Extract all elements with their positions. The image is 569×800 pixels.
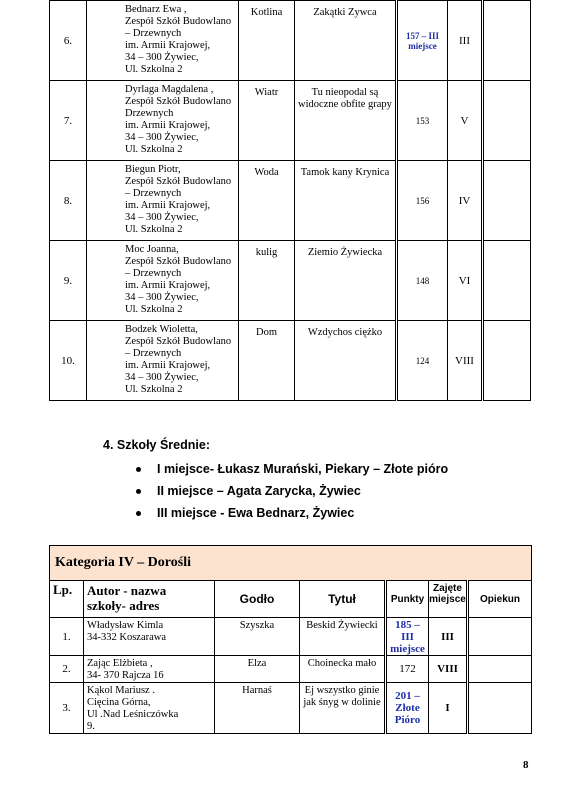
row-punkty: 157 – III miejsce <box>397 1 448 81</box>
header-tytul: Tytuł <box>300 581 386 618</box>
winners-list <box>136 461 448 527</box>
list-item: I miejsce- Łukasz Murański, Piekary – Złote pióro <box>136 461 448 483</box>
row-tytul: Wzdychos ciężko <box>295 321 397 401</box>
page-number: 8 <box>523 759 529 771</box>
header-autor: Autor - nazwa szkoły- adres <box>84 581 215 618</box>
row-author: Dyrlaga Magdalena , Zespół Szkół Budowlano Drzewnych im. Armii Krajowej, 34 – 300 Żywiec, Ul. Szkolna 2 <box>87 81 239 161</box>
row-opiekun <box>468 656 532 683</box>
category-title: Kategoria IV – Dorośli <box>50 546 532 581</box>
row-lp: 10. <box>50 321 87 401</box>
header-punkty: Punkty <box>386 581 429 618</box>
row-punkty: 124 <box>397 321 448 401</box>
bullet-icon <box>136 467 141 472</box>
row-lp: 3. <box>50 683 84 734</box>
row-opiekun <box>483 321 531 401</box>
row-lp: 2. <box>50 656 84 683</box>
row-miejsce: IV <box>448 161 483 241</box>
header-opiekun: Opiekun <box>468 581 532 618</box>
row-author: Zając Elżbieta , 34- 370 Rajcza 16 <box>84 656 215 683</box>
row-miejsce: VIII <box>429 656 468 683</box>
bullet-icon <box>136 511 141 516</box>
row-godlo: Szyszka <box>215 618 300 656</box>
row-tytul: Ziemio Żywiecka <box>295 241 397 321</box>
header-lp: Lp. <box>50 581 84 618</box>
table-row <box>50 81 531 161</box>
row-tytul: Tu nieopodal są widoczne obfite grapy <box>295 81 397 161</box>
row-opiekun <box>468 683 532 734</box>
row-opiekun <box>483 161 531 241</box>
row-author: Władysław Kimla 34-332 Koszarawa <box>84 618 215 656</box>
row-tytul: Tamok kany Krynica <box>295 161 397 241</box>
row-lp: 7. <box>50 81 87 161</box>
section-heading: 4. Szkoły Średnie: <box>103 438 210 452</box>
row-punkty: 172 <box>386 656 429 683</box>
results-table <box>49 0 531 401</box>
row-punkty: 201 – Złote Pióro <box>386 683 429 734</box>
row-opiekun <box>468 618 532 656</box>
row-godlo: Harnaś <box>215 683 300 734</box>
row-miejsce: I <box>429 683 468 734</box>
row-miejsce: V <box>448 81 483 161</box>
row-author: Moc Joanna, Zespół Szkół Budowlano – Drzewnych im. Armii Krajowej, 34 – 300 Żywiec, Ul. Szkolna 2 <box>87 241 239 321</box>
row-miejsce: VIII <box>448 321 483 401</box>
row-punkty: 148 <box>397 241 448 321</box>
row-godlo: Woda <box>239 161 295 241</box>
row-lp: 6. <box>50 1 87 81</box>
row-author: Kąkol Mariusz . Cięcina Górna, Ul .Nad Leśniczówka 9. <box>84 683 215 734</box>
header-zajete: Zajęte miejsce <box>429 581 468 618</box>
table-row <box>50 241 531 321</box>
table-row <box>50 656 532 683</box>
row-miejsce: VI <box>448 241 483 321</box>
row-godlo: Wiatr <box>239 81 295 161</box>
row-opiekun <box>483 241 531 321</box>
category-table <box>49 545 532 734</box>
row-miejsce: III <box>448 1 483 81</box>
bullet-icon <box>136 489 141 494</box>
table-row <box>50 618 532 656</box>
row-opiekun <box>483 81 531 161</box>
table-row <box>50 161 531 241</box>
row-punkty: 153 <box>397 81 448 161</box>
row-godlo: kulig <box>239 241 295 321</box>
row-tytul: Ej wszystko ginie jak śnyg w dolinie <box>300 683 386 734</box>
row-lp: 8. <box>50 161 87 241</box>
row-godlo: Kotlina <box>239 1 295 81</box>
row-author: Bednarz Ewa , Zespół Szkół Budowlano – Drzewnych im. Armii Krajowej, 34 – 300 Żywiec, Ul. Szkolna 2 <box>87 1 239 81</box>
table-row <box>50 1 531 81</box>
row-tytul: Choinecka mało <box>300 656 386 683</box>
row-tytul: Beskid Żywiecki <box>300 618 386 656</box>
row-miejsce: III <box>429 618 468 656</box>
row-lp: 9. <box>50 241 87 321</box>
row-author: Biegun Piotr, Zespół Szkół Budowlano – Drzewnych im. Armii Krajowej, 34 – 300 Żywiec, Ul. Szkolna 2 <box>87 161 239 241</box>
row-lp: 1. <box>50 618 84 656</box>
row-opiekun <box>483 1 531 81</box>
row-punkty: 156 <box>397 161 448 241</box>
header-godlo: Godło <box>215 581 300 618</box>
list-item: III miejsce - Ewa Bednarz, Żywiec <box>136 505 448 527</box>
table-row <box>50 321 531 401</box>
row-punkty: 185 – III miejsce <box>386 618 429 656</box>
row-godlo: Dom <box>239 321 295 401</box>
list-item: II miejsce – Agata Zarycka, Żywiec <box>136 483 448 505</box>
row-godlo: Elza <box>215 656 300 683</box>
row-tytul: Zakątki Zywca <box>295 1 397 81</box>
row-author: Bodzek Wioletta, Zespół Szkół Budowlano – Drzewnych im. Armii Krajowej, 34 – 300 Żywiec, Ul. Szkolna 2 <box>87 321 239 401</box>
table-row <box>50 683 532 734</box>
